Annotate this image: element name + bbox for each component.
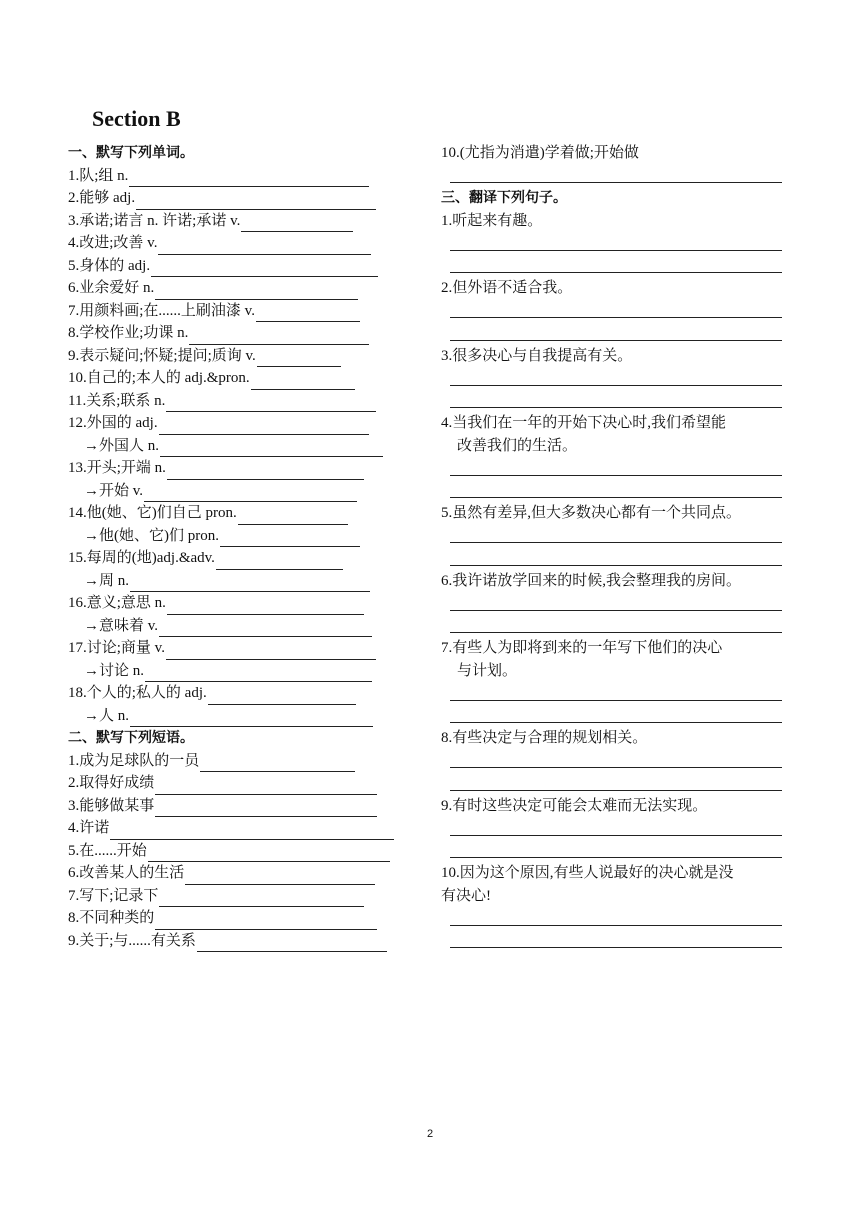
section-title: Section B: [92, 106, 181, 131]
word-item: [68, 187, 413, 210]
blank-line[interactable]: [241, 214, 353, 232]
phrase-item-label: 9.关于;与......有关系: [68, 932, 196, 949]
answer-line[interactable]: [441, 300, 786, 323]
phrase-item-label: 6.改善某人的生活: [68, 865, 185, 881]
sentence-prompt: 8.有些决定与合理的规划相关。: [441, 730, 648, 746]
answer-line[interactable]: [441, 547, 786, 570]
word-item-label: 12.外国的 adj.: [68, 415, 158, 431]
word-item: [68, 547, 413, 570]
word-list: [68, 165, 413, 728]
word-item-label: →意味着 v.: [84, 617, 159, 634]
sentence-prompt: 5.虽然有差异,但大多数决心都有一个共同点。: [441, 505, 742, 521]
blank-line[interactable]: [159, 417, 369, 435]
word-item-label: 6.业余爱好 n.: [68, 280, 155, 296]
word-item: [68, 367, 413, 390]
blank-line[interactable]: [160, 439, 383, 457]
phrase-item-label: 3.能够做某事: [68, 797, 155, 814]
blank-line[interactable]: [110, 822, 394, 840]
answer-line[interactable]: [441, 480, 786, 503]
answer-line[interactable]: [441, 367, 786, 390]
word-item-label: →人 n.: [84, 707, 130, 724]
sentence-prompt: 9.有时这些决定可能会太难而无法实现。: [441, 797, 708, 814]
phrase-item: [68, 907, 413, 930]
word-item: [68, 390, 413, 413]
answer-line[interactable]: [441, 457, 786, 480]
sentence-prompt: 改善我们的生活。: [457, 437, 578, 454]
word-item: [68, 570, 413, 593]
blank-line[interactable]: [136, 192, 376, 210]
word-item-label: →他(她、它)们 pron.: [84, 527, 219, 544]
word-item-label: 4.改进;改善 v.: [68, 235, 158, 251]
answer-line[interactable]: [441, 255, 786, 278]
word-item: [68, 412, 413, 435]
part2-heading: 二、默写下列短语。: [68, 730, 194, 746]
answer-line[interactable]: [441, 682, 786, 705]
word-item: [68, 660, 413, 683]
sentence-prompt: 4.当我们在一年的开始下决心时,我们希望能: [441, 415, 727, 431]
word-item-label: 18.个人的;私人的 adj.: [68, 685, 207, 701]
left-column: [68, 142, 413, 952]
word-item: [68, 615, 413, 638]
word-item: [68, 592, 413, 615]
phrase-item: [68, 795, 413, 818]
sentence-prompt: 2.但外语不适合我。: [441, 280, 573, 296]
blank-line[interactable]: [238, 507, 348, 525]
word-item: [68, 165, 413, 188]
answer-line[interactable]: [441, 525, 786, 548]
word-item: [68, 480, 413, 503]
word-item: [68, 322, 413, 345]
sentence-prompt: 10.因为这个原因,有些人说最好的决心就是没: [441, 865, 734, 881]
blank-line[interactable]: [208, 687, 356, 705]
answer-line[interactable]: [441, 750, 786, 773]
word-item-label: 16.意义;意思 n.: [68, 595, 166, 611]
word-item-label: 2.能够 adj.: [68, 190, 136, 206]
blank-line[interactable]: [167, 597, 364, 615]
sentence-list: [441, 210, 786, 953]
phrase-item-label: 1.成为足球队的一员: [68, 752, 200, 769]
phrase-item-label: 2.取得好成绩: [68, 775, 155, 791]
word-item-label: 17.讨论;商量 v.: [68, 640, 165, 656]
sentence-prompt: 7.有些人为即将到来的一年写下他们的决心: [441, 640, 723, 656]
phrase-item: [68, 930, 413, 953]
word-item: [68, 255, 413, 278]
blank-line[interactable]: [130, 709, 373, 727]
word-item-label: →讨论 n.: [84, 662, 145, 679]
answer-line[interactable]: [441, 232, 786, 255]
blank-line[interactable]: [216, 552, 343, 570]
blank-line[interactable]: [167, 462, 364, 480]
part1-heading: 一、默写下列单词。: [68, 145, 194, 161]
blank-line[interactable]: [189, 327, 369, 345]
sentence-prompt: 1.听起来有趣。: [441, 212, 543, 229]
answer-line[interactable]: [441, 840, 786, 863]
answer-line[interactable]: [441, 817, 786, 840]
word-item-label: 1.队;组 n.: [68, 167, 129, 184]
word-item-label: 15.每周的(地)adj.&adv.: [68, 550, 215, 566]
blank-line[interactable]: [166, 394, 376, 412]
word-item: [68, 210, 413, 233]
word-item: [68, 457, 413, 480]
blank-line[interactable]: [158, 237, 371, 255]
phrase-list: [68, 750, 413, 953]
word-item: [68, 525, 413, 548]
sentence-prompt: 与计划。: [457, 662, 518, 679]
blank-line[interactable]: [257, 349, 341, 367]
word-item-label: →周 n.: [84, 572, 130, 589]
sentence-prompt: 6.我许诺放学回来的时候,我会整理我的房间。: [441, 572, 742, 589]
answer-line[interactable]: [441, 165, 786, 188]
word-item: [68, 232, 413, 255]
phrase-item: [68, 840, 413, 863]
sentence-prompt: 3.很多决心与自我提高有关。: [441, 347, 633, 364]
blank-line[interactable]: [159, 889, 364, 907]
blank-line[interactable]: [155, 777, 377, 795]
phrase-item-label: 8.不同种类的: [68, 910, 155, 926]
blank-line[interactable]: [155, 282, 358, 300]
word-item: [68, 345, 413, 368]
word-item: [68, 435, 413, 458]
answer-line[interactable]: [441, 907, 786, 930]
phrase-item: [68, 817, 413, 840]
word-item-label: 8.学校作业;功课 n.: [68, 325, 189, 341]
word-item-label: 5.身体的 adj.: [68, 257, 151, 274]
phrase-item: [68, 885, 413, 908]
phrase-item-label: 10.(尤指为消遣)学着做;开始做: [441, 145, 639, 161]
answer-line[interactable]: [441, 615, 786, 638]
blank-line[interactable]: [197, 934, 387, 952]
blank-line[interactable]: [148, 844, 390, 862]
blank-line[interactable]: [185, 867, 375, 885]
word-item-label: 7.用颜料画;在......上刷油漆 v.: [68, 302, 255, 319]
answer-line[interactable]: [441, 772, 786, 795]
blank-line[interactable]: [151, 259, 378, 277]
phrase-item-label: 5.在......开始: [68, 842, 147, 859]
blank-line[interactable]: [145, 664, 372, 682]
word-item: [68, 300, 413, 323]
word-item: [68, 682, 413, 705]
blank-line[interactable]: [159, 619, 372, 637]
phrase-item: [68, 862, 413, 885]
blank-line[interactable]: [220, 529, 360, 547]
word-item-label: 13.开头;开端 n.: [68, 460, 166, 476]
answer-line[interactable]: [441, 930, 786, 953]
blank-line[interactable]: [144, 484, 357, 502]
blank-line[interactable]: [155, 912, 377, 930]
word-item-label: 3.承诺;诺言 n. 许诺;承诺 v.: [68, 212, 241, 229]
sentence-prompt: 有决心!: [441, 887, 491, 904]
blank-line[interactable]: [129, 169, 369, 187]
word-item-label: →外国人 n.: [84, 437, 160, 454]
phrase-item-label: 4.许诺: [68, 820, 110, 836]
word-item: [68, 637, 413, 660]
answer-line[interactable]: [441, 322, 786, 345]
blank-line[interactable]: [251, 372, 355, 390]
page-number: 2: [426, 1128, 434, 1140]
phrase-item: [68, 772, 413, 795]
blank-line[interactable]: [166, 642, 376, 660]
part3-heading: 三、翻译下列句子。: [441, 190, 567, 206]
blank-line[interactable]: [200, 754, 355, 772]
word-item-label: 10.自己的;本人的 adj.&pron.: [68, 370, 250, 386]
word-item-label: 11.关系;联系 n.: [68, 392, 166, 409]
word-item: [68, 277, 413, 300]
word-item-label: →开始 v.: [84, 482, 144, 499]
word-item: [68, 705, 413, 728]
word-item: [68, 502, 413, 525]
answer-line[interactable]: [441, 705, 786, 728]
phrase-item-label: 7.写下;记录下: [68, 887, 159, 904]
blank-line[interactable]: [256, 304, 360, 322]
word-item-label: 9.表示疑问;怀疑;提问;质询 v.: [68, 347, 256, 364]
right-column: [441, 142, 786, 952]
phrase-item: [68, 750, 413, 773]
word-item-label: 14.他(她、它)们自己 pron.: [68, 505, 237, 521]
blank-line[interactable]: [130, 574, 370, 592]
answer-line[interactable]: [441, 592, 786, 615]
phrase-item-10: [441, 142, 786, 165]
answer-line[interactable]: [441, 390, 786, 413]
blank-line[interactable]: [155, 799, 377, 817]
